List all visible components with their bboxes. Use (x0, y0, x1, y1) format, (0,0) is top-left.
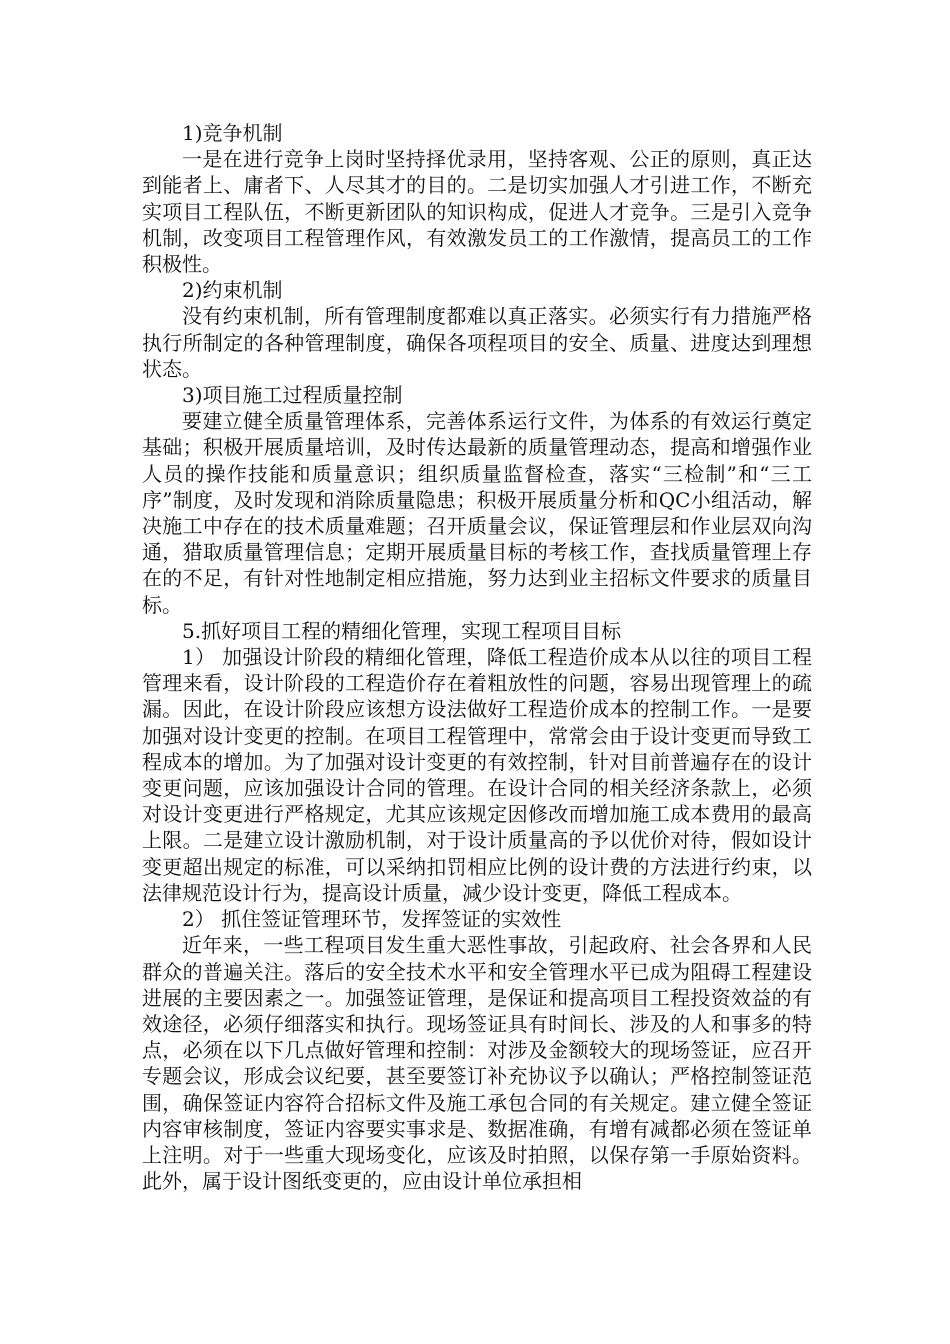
paragraph-competition: 一是在进行竞争上岗时坚持择优录用，坚持客观、公正的原则，真正达到能者上、庸者下、人尽其才的目的。二是切实加强人才引进工作，不断充实项目工程队伍，不断更新团队的知识构成，促进人才竞争。三是引入竞争机制，改变项目工程管理作风，有效激发员工的工作激情，提高员工的工作积极性。 (142, 147, 812, 277)
document-body (142, 120, 812, 1194)
paragraph-visa-management: 近年来，一些工程项目发生重大恶性事故，引起政府、社会各界和人民群众的普遍关注。落后的安全技术水平和安全管理水平已成为阻碍工程建设进展的主要因素之一。加强签证管理，是保证和提高项目工程投资效益的有效途径，必须仔细落实和执行。现场签证具有时间长、涉及的人和事多的特点，必须在以下几点做好管理和控制：对涉及金额较大的现场签证，应召开专题会议，形成会议纪要，甚至要签订补充协议予以确认；严格控制签证范围，确保签证内容符合招标文件及施工承包合同的有关规定。建立健全签证内容审核制度，签证内容要实事求是、数据准确，有增有减都必须在签证单上注明。对于一些重大现场变化，应该及时拍照，以保存第一手原始资料。此外，属于设计图纸变更的，应由设计单位承担相 (142, 933, 812, 1194)
heading-refined-management: 5.抓好项目工程的精细化管理，实现工程项目目标 (182, 618, 622, 643)
paragraph-constraint: 没有约束机制，所有管理制度都难以真正落实。必须实行有力措施严格执行所制定的各种管理制度，确保各项程项目的安全、质量、进度达到理想状态。 (142, 304, 812, 381)
paragraph-quality-control: 要建立健全质量管理体系，完善体系运行文件，为体系的有效运行奠定基础；积极开展质量培训，及时传达最新的质量管理动态，提高和增强作业人员的操作技能和质量意识；组织质量监督检查，落实“三检制”和“三工序”制度，及时发现和消除质量隐患；积极开展质量分析和QC小组活动，解决施工中存在的技术质量难题；召开质量会议，保证管理层和作业层双向沟通，猎取质量管理信息；定期开展质量目标的考核工作，查找质量管理上存在的不足，有针对性地制定相应措施，努力达到业主招标文件要求的质量目标。 (142, 409, 812, 617)
heading-competition-mechanism: 1)竞争机制 (182, 121, 283, 145)
heading-quality-control: 3)项目施工过程质量控制 (182, 383, 403, 408)
heading-visa-management: 2） 抓住签证管理环节，发挥签证的实效性 (182, 907, 562, 932)
heading-constraint-mechanism: 2)约束机制 (182, 278, 283, 303)
paragraph-design-stage: 1） 加强设计阶段的精细化管理，降低工程造价成本从以往的项目工程管理来看，设计阶段的工程造价存在着粗放性的问题，容易出现管理上的疏漏。因此，在设计阶段应该想方设法做好工程造价成本的控制工作。一是要加强对设计变更的控制。在项目工程管理中，常常会由于设计变更而导致工程成本的增加。为了加强对设计变更的有效控制，针对目前普遍存在的设计变更问题，应该加强设计合同的管理。在设计合同的相关经济条款上，必须对设计变更进行严格规定，尤其应该规定因修改而增加施工成本费用的最高上限。二是建立设计激励机制，对于设计质量高的予以优价对待，假如设计变更超出规定的标准，可以采纳扣罚相应比例的设计费的方法进行约束，以法律规范设计行为，提高设计质量，减少设计变更，降低工程成本。 (142, 645, 812, 905)
